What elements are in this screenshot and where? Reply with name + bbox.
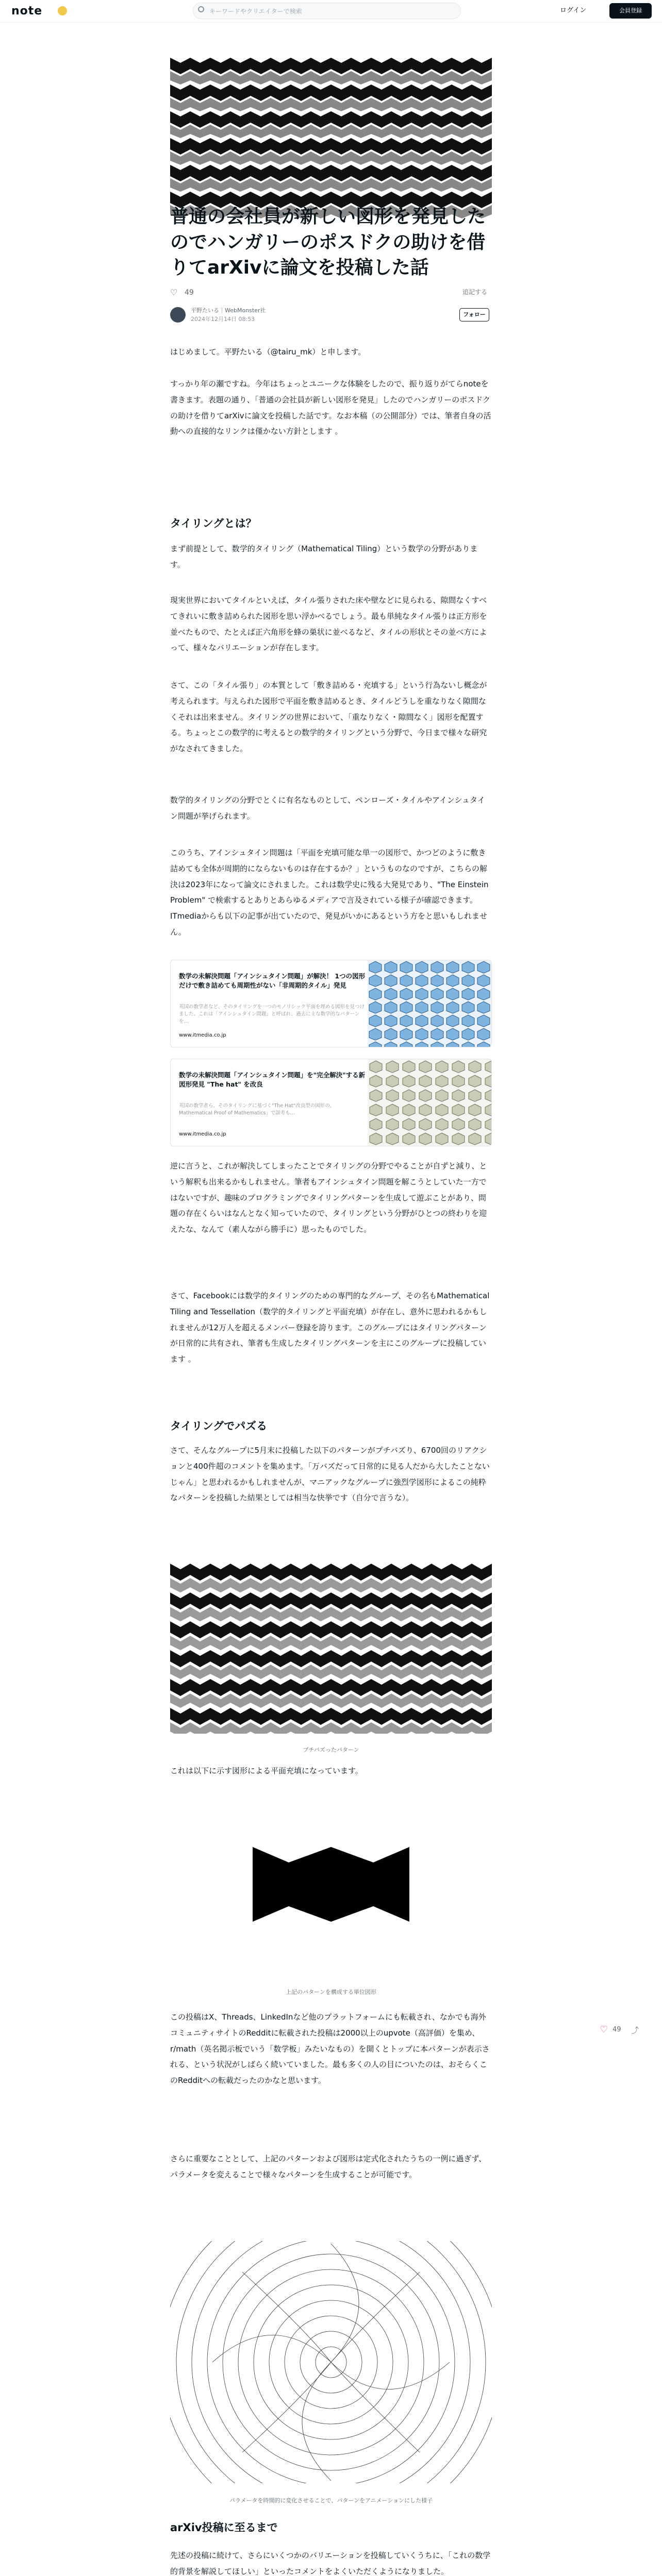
figure-caption: パラメータを時間的に変化させることで、パターンをアニメーションにした様子	[229, 2497, 433, 2504]
paragraph: さて、この「タイル張り」の本質として「敷き詰める・充填する」という行為ないし概念が考えられます。与えられた図形で平面を敷き詰めるとき、タイルどうしを重なりなく隙間なくそれは出来ません。タイリングの世界において、「重なりなく・隙間なく」図形を配置する。ちょっとこの数学的に考えるとの数学的タイリングという分野で、今日まで様々な研究がなされてきました。	[170, 681, 487, 753]
paragraph: 現実世界においてタイルといえば、タイル張りされた床や壁などに見られる、隙間なくすべてきれいに敷き詰められた図形を思い浮かべるでしょう。最も単純なタイル張りは正方形を並べたもので、たとえば正六角形を蜂の巣状に並べるなど、タイルの形状とその並べ方によって、様々なバリエーションが存在します。	[170, 596, 487, 653]
link-card-title: 数学の未解決問題「アインシュタイン問題」を"完全解決"する新図形発見 "The hat" を改良	[179, 1071, 366, 1088]
hero-image	[170, 58, 492, 218]
login-link[interactable]: ログイン	[560, 7, 587, 14]
paragraph: さて、そんなグループに5月末に投稿した以下のパターンがプチバズり、6700回のリアクションと400件超のコメントを集めます。「万バズだって日常的に見る人だから大したことないじゃん」と思われるかもしれませんが、マニアックなグループに強烈学図形によるこの純粋なパターンを投稿した結果としては相当な快挙です（自分で言うな）。	[170, 1446, 490, 1503]
tiling-pattern-image	[170, 1564, 492, 1734]
link-card-thumbnail	[368, 1059, 491, 1146]
link-card-title: 数学の未解決問題「アインシュタイン問題」が解決！ 1つの図形だけで敷き詰めても周期性がない「非周期的タイル」発見	[179, 972, 366, 989]
animated-pattern-image	[170, 2241, 492, 2483]
follow-button[interactable]: フォロー	[459, 308, 489, 321]
figure-caption: 上記のパターンを構成する単位図形	[286, 1989, 376, 1995]
floating-like-icon[interactable]: ♡	[600, 2024, 608, 2035]
search-icon	[198, 6, 204, 12]
paragraph: 先述の投稿に続けて、さらにいくつかのバリエーションを投稿していくうちに、「これの数学的背景を解説してほしい」といったコメントをよくいただくようになりました。	[170, 2551, 491, 2576]
section-heading: タイリングとは？	[170, 517, 257, 530]
author-name[interactable]: 平野たいる｜WebMonster社	[191, 307, 266, 314]
unit-shape-image	[170, 1798, 492, 1978]
paragraph: さて、Facebookには数学的タイリングのための専門的なグループ、その名もMathematical Tiling and Tessellation（数学的タイリングと平面充填）が存在し、意外に思われるかもしれませんが12万人を超えるメンバー登録を誇ります。このグループにはタイリングパターンが日常的に共有され、筆者も生成したタイリングパターンを主にこのグループに投稿しています 。	[170, 1291, 490, 1364]
link-card-domain: www.itmedia.co.jp	[179, 1032, 226, 1038]
article-title: 普通の会社員が新しい図形を発見したのでハンガリーのポスドクの助けを借りてarXivに論文を投稿した話	[170, 206, 486, 279]
paragraph: すっかり年の瀬ですね。今年はちょっとユニークな体験をしたので、振り返りがてらnoteを書きます。表題の通り、「普通の会社員が新しい図形を発見」したのでハンガリーのポスドクの助けを借りてarXivに論文を投稿した話です。なお本稿（の公開部分）では、筆者自身の活動への直接的なリンクは僅かない方針とします 。	[170, 379, 491, 436]
section-heading: タイリングでパズる	[170, 1420, 268, 1432]
author-avatar[interactable]	[170, 307, 186, 323]
link-card[interactable]	[170, 960, 492, 1047]
paragraph: これは以下に示す図形による平面充填になっています。	[170, 1766, 363, 1775]
section-heading: arXiv投稿に至るまで	[170, 2521, 278, 2534]
link-card-description: 英国の数学者など、そのタイリングを一つのモノリシック平面を埋める図形を見つけました。これは「アインシュタイン問題」と呼ばれ、過去に主な数学的なパターンを…	[179, 1004, 365, 1024]
share-button[interactable]: 追記する	[462, 289, 488, 296]
link-card-description: 英国の数学者ら、そのタイリングに基づく"The Hat"改良型の図形の、 Mathematical Proof of Mathematics」で誤差も…	[179, 1103, 335, 1116]
paragraph: この投稿はX、Threads、LinkedInなど他のプラットフォームにも転載され、なかでも海外コミュニティサイトのRedditに転載された投稿は2000以上のupvote（高評価）を集め、r/math（英名掲示板でいう「数学板」みたいなもの）を開くとトップに本パターンが表示される、という状況がしばらく続いていました。最も多くの人の目についたのは、おそらくこのRedditへの転載だったのかなと思います。	[170, 2012, 490, 2085]
link-card[interactable]	[170, 1059, 492, 1146]
floating-like-count: 49	[613, 2026, 621, 2033]
like-icon[interactable]: ♡	[170, 287, 178, 297]
paragraph: このうち、アインシュタイン問題は「平面を充填可能な単一の図形で、かつどのように敷き詰めても全体が周期的にならないものは存在するか？」というものなのですが、こちらの解決は2023年になって論文にされました。これは数学史に残る大発見であり、"The Einstein Problem" で検索するとありとあらゆるメディアで言及されている様子が確認できます。ITmediaからも以下の記事が出ていたので、発見がいかにあるという方をと思いもしれません。	[170, 848, 489, 937]
logo-mascot-icon	[58, 6, 67, 15]
paragraph: はじめまして。平野たいる（@tairu_mk）と申します。	[170, 347, 366, 357]
paragraph: 数学的タイリングの分野でとくに有名なものとして、ペンローズ・タイルやアインシュタイン問題が挙げられます。	[170, 795, 485, 821]
like-count: 49	[185, 289, 194, 297]
signup-button[interactable]: 会員登録	[609, 3, 652, 19]
link-card-domain: www.itmedia.co.jp	[179, 1131, 226, 1137]
floating-share-icon[interactable]: ⤴	[631, 2026, 639, 2035]
paragraph: さらに重要なこととして、上記のパターンおよび図形は定式化されたうちの一例に過ぎず、パラメータを変えることで様々なパターンを生成することが可能です。	[170, 2154, 487, 2179]
note-logo[interactable]: note	[11, 5, 43, 18]
paragraph: 逆に言うと、これが解決してしまったことでタイリングの分野でやることが自ずと減り、という解釈も出来るかもしれません。筆者もアインシュタイン問題を解こうとしていた一方ではないですが、趣味のプログラミングでタイリングパターンを生成して遊ぶことがあり、問題の存在くらいはなんとなく知っていたので、タイリングという分野がひとつの終わりを迎えたな、なんて（素人ながら勝手に）思ったものでした。	[170, 1161, 487, 1234]
paragraph: まず前提として、数学的タイリング（Mathematical Tiling）という数学の分野があります。	[170, 544, 478, 569]
publish-date: 2024年12月14日 08:53	[191, 316, 255, 323]
link-card-thumbnail	[368, 960, 491, 1047]
figure-caption: プチバズったパターン	[303, 1747, 359, 1753]
search-placeholder: キーワードやクリエイターで検索	[209, 8, 302, 15]
